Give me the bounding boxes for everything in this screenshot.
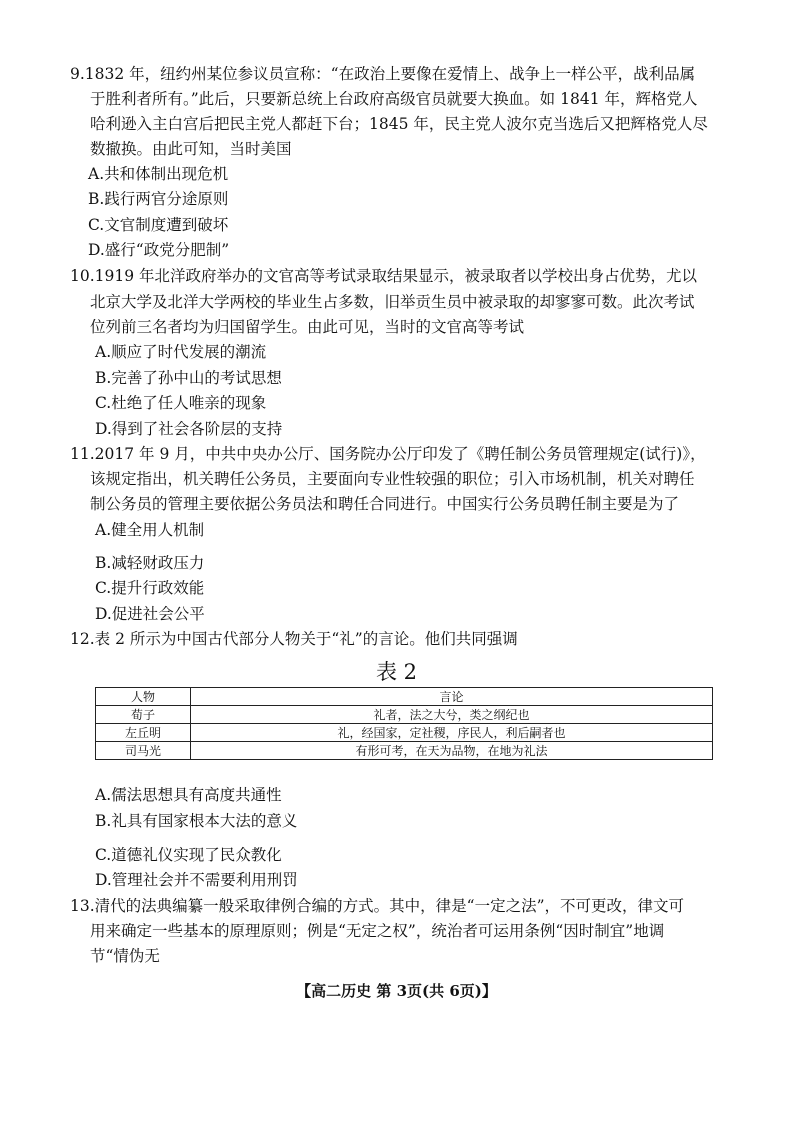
q11-option-c: C.提升行政效能 <box>95 579 205 597</box>
q13-stem-line-3: 节“情伪无 <box>90 947 160 965</box>
table-cell-quote: 有形可考，在天为品物，在地为礼法 <box>191 742 713 760</box>
q9-stem-line-1: 9.1832 年，纽约州某位参议员宣称：“在政治上要像在爱情上、战争上一样公平，战利品属 <box>70 65 696 83</box>
table-row <box>96 706 713 724</box>
table-cell-person: 司马光 <box>96 742 191 760</box>
table-row <box>96 742 713 760</box>
table-cell-person: 荀子 <box>96 706 191 724</box>
q13-stem-line-1: 13.清代的法典编纂一般采取律例合编的方式。其中，律是“一定之法”，不可更改，律文可 <box>70 897 685 915</box>
q9-option-b: B.践行两官分途原则 <box>88 190 229 208</box>
q10-stem-line-2: 北京大学及北洋大学两校的毕业生占多数，旧举贡生员中被录取的却寥寥可数。此次考试 <box>90 293 695 311</box>
q12-option-b: B.礼具有国家根本大法的意义 <box>95 812 298 830</box>
q12-option-a: A.儒法思想具有高度共通性 <box>95 786 282 804</box>
q10-option-a: A.顺应了时代发展的潮流 <box>95 343 267 361</box>
q12-option-d: D.管理社会并不需要利用刑罚 <box>95 871 298 889</box>
q12-stem-line-1: 12.表 2 所示为中国古代部分人物关于“礼”的言论。他们共同强调 <box>70 630 518 648</box>
table-2-title: 表 2 <box>375 660 418 684</box>
table-cell-quote: 礼者，法之大兮，类之纲纪也 <box>191 706 713 724</box>
q13-stem-line-2: 用来确定一些基本的原理原则；例是“无定之权”，统治者可运用条例“因时制宜”地调 <box>90 922 665 940</box>
q12-option-c: C.道德礼仪实现了民众教化 <box>95 846 282 864</box>
table-2 <box>95 687 713 760</box>
q11-stem-line-2: 该规定指出，机关聘任公务员，主要面向专业性较强的职位；引入市场机制，机关对聘任 <box>90 470 695 488</box>
table-header-quote: 言论 <box>191 688 713 706</box>
q11-stem-line-3: 制公务员的管理主要依据公务员法和聘任合同进行。中国实行公务员聘任制主要是为了 <box>90 495 680 513</box>
table-header-person: 人物 <box>96 688 191 706</box>
table-row <box>96 724 713 742</box>
q9-option-c: C.文官制度遭到破坏 <box>88 216 229 234</box>
q9-option-a: A.共和体制出现危机 <box>88 165 229 183</box>
q10-stem-line-3: 位列前三名者均为归国留学生。由此可见，当时的文官高等考试 <box>90 318 525 336</box>
q9-stem-line-4: 数撤换。由此可知，当时美国 <box>90 140 292 158</box>
table-header-row <box>96 688 713 706</box>
q10-option-c: C.杜绝了任人唯亲的现象 <box>95 394 267 412</box>
q9-stem-line-2: 于胜利者所有。”此后，只要新总统上台政府高级官员就要大换血。如 1841 年，辉格党人 <box>90 90 698 108</box>
q11-stem-line-1: 11.2017 年 9 月，中共中央办公厅、国务院办公厅印发了《聘任制公务员管理规定(试行)》， <box>70 445 706 463</box>
q10-option-d: D.得到了社会各阶层的支持 <box>95 420 283 438</box>
table-cell-person: 左丘明 <box>96 724 191 742</box>
q11-option-b: B.减轻财政压力 <box>95 554 205 572</box>
q9-stem-line-3: 哈利逊入主白宫后把民主党人都赶下台；1845 年，民主党人波尔克当选后又把辉格党人尽 <box>90 115 708 133</box>
q10-option-b: B.完善了孙中山的考试思想 <box>95 369 282 387</box>
page-footer: 【高二历史 第 3页(共 6页)】 <box>296 982 497 1000</box>
q11-option-d: D.促进社会公平 <box>95 605 205 623</box>
q11-option-a: A.健全用人机制 <box>95 521 205 539</box>
q10-stem-line-1: 10.1919 年北洋政府举办的文官高等考试录取结果显示，被录取者以学校出身占优势，尤以 <box>70 267 698 285</box>
q9-option-d: D.盛行“政党分肥制” <box>88 241 230 259</box>
table-cell-quote: 礼，经国家，定社稷，序民人，利后嗣者也 <box>191 724 713 742</box>
